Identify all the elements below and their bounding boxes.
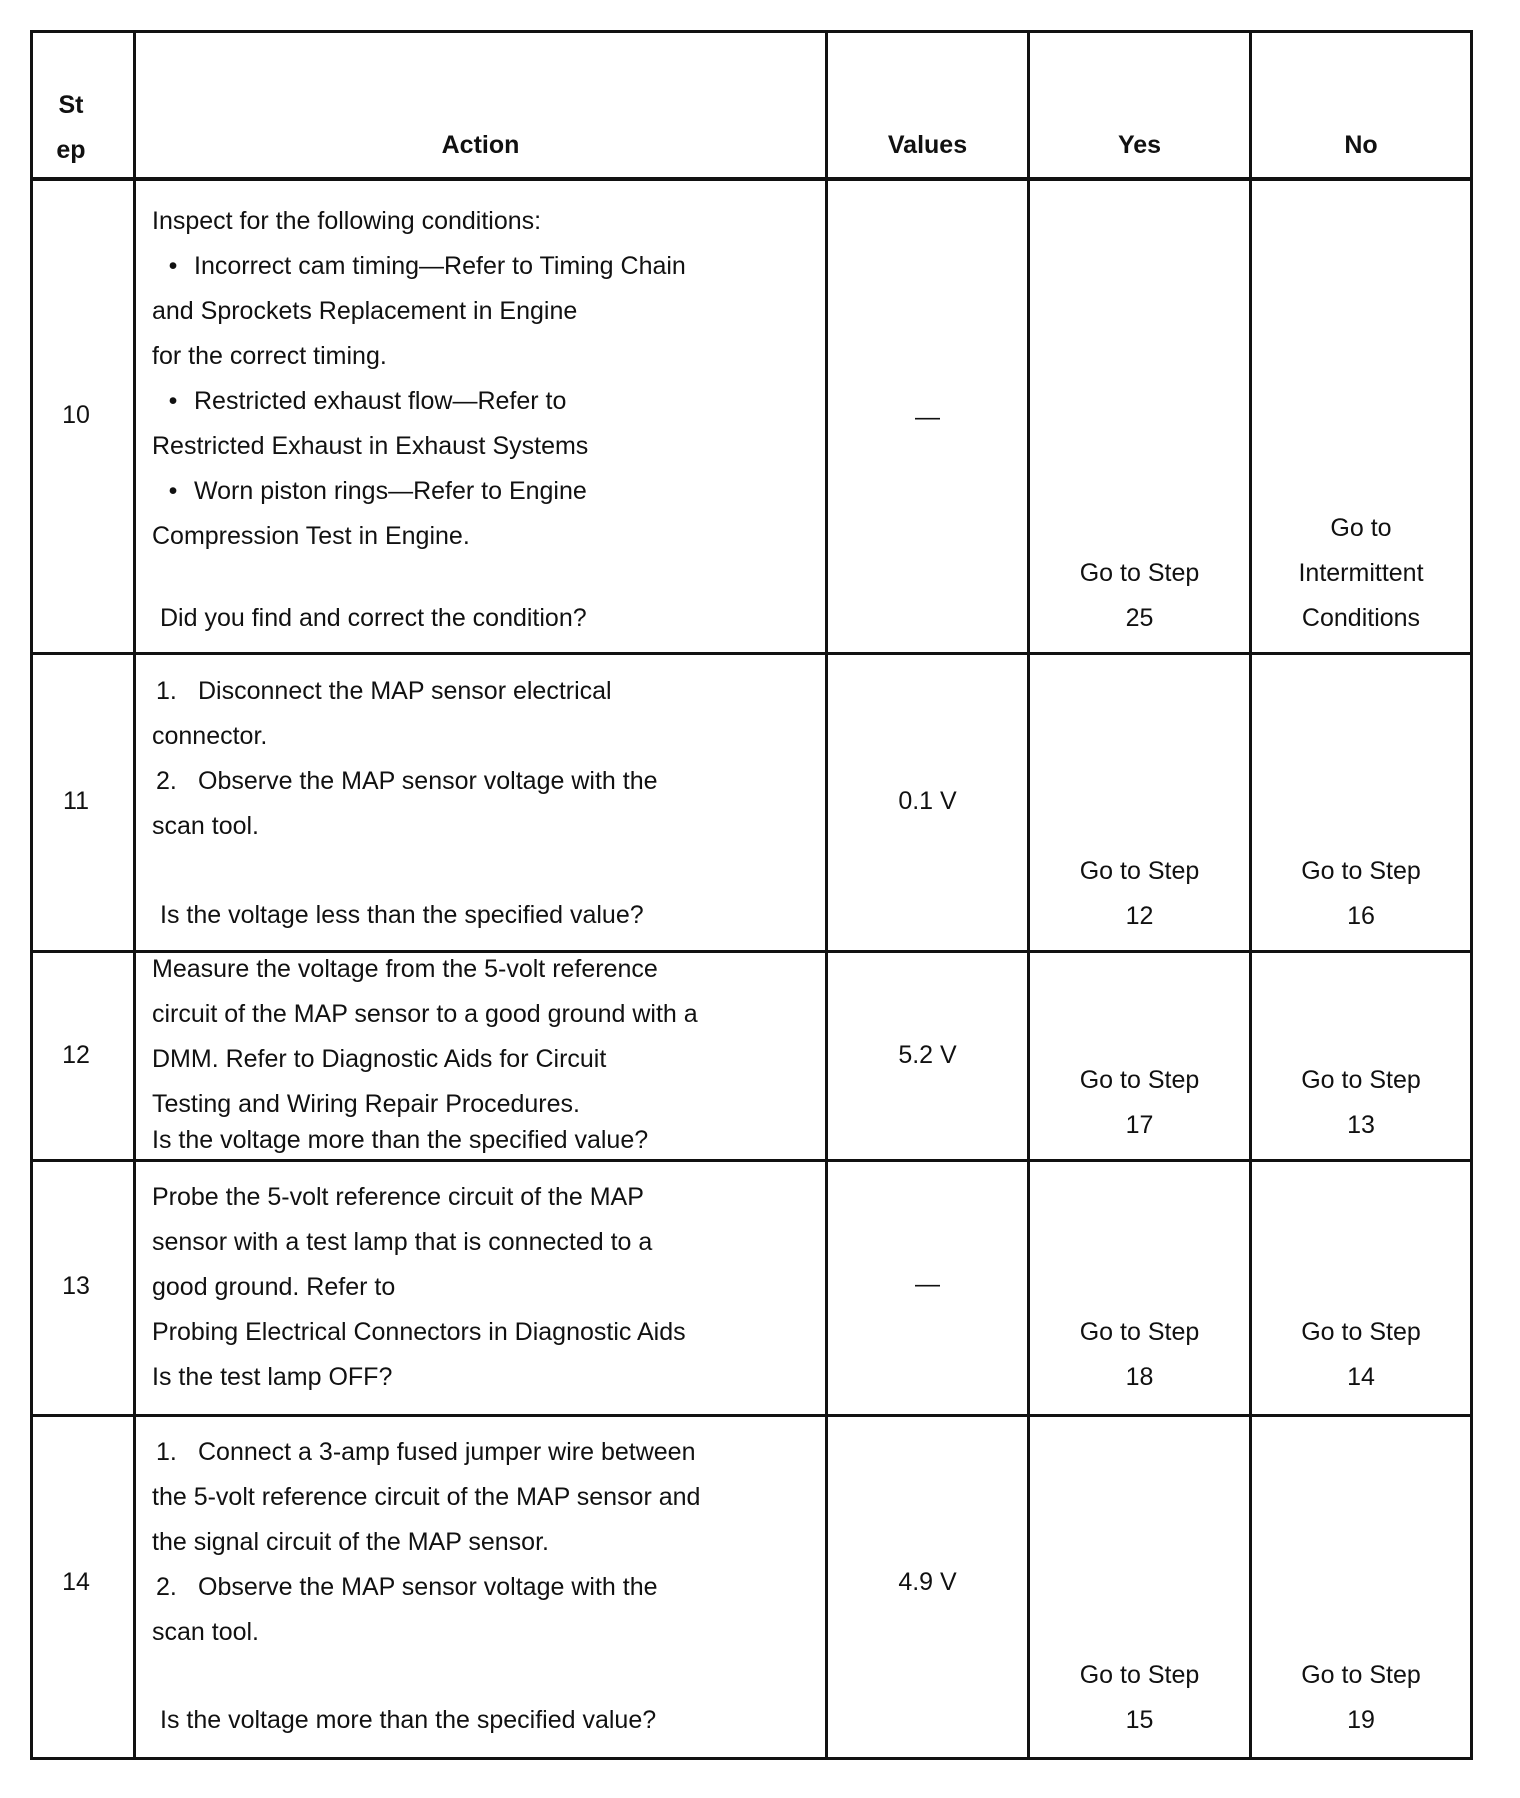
col-divider — [133, 33, 136, 1757]
action-text: 1. Connect a 3-amp fused jumper wire between the 5-volt reference circuit of the MAP sensor and the signal circuit of the MAP sensor. 2. Observe the MAP sensor voltage with the scan tool. — [152, 1438, 701, 1646]
bullet-icon: • — [168, 387, 178, 415]
no-result: Go to Step 16 — [1301, 857, 1421, 930]
header-values: Values — [887, 131, 968, 159]
header-step: St ep — [56, 91, 86, 164]
action-question: Is the voltage less than the specified value? — [160, 901, 644, 929]
yes-result: Go to Step 15 — [1079, 1661, 1200, 1734]
action-text: Probe the 5-volt reference circuit of the MAP sensor with a test lamp that is connected to a good ground. Refer to Probing Electrical Connectors in Diagnostic Aids Is the test lamp OFF? — [152, 1183, 686, 1391]
no-result: Go to Step 13 — [1301, 1066, 1421, 1139]
action-question: Did you find and correct the condition? — [160, 604, 587, 632]
header-yes: Yes — [1117, 131, 1162, 159]
yes-result: Go to Step 17 — [1079, 1066, 1200, 1139]
action-question: Is the voltage more than the specified value? — [160, 1706, 657, 1734]
no-result: Go to Step 14 — [1301, 1318, 1421, 1391]
step-number: 10 — [62, 401, 90, 429]
yes-result: Go to Step 18 — [1079, 1318, 1200, 1391]
spec-value: — — [915, 403, 940, 431]
step-number: 12 — [62, 1041, 90, 1069]
col-divider — [825, 33, 828, 1757]
step-number: 11 — [63, 787, 89, 815]
row-divider — [33, 652, 1470, 655]
diagnostic-table — [30, 30, 1473, 1760]
bullet-icon: • — [168, 477, 178, 505]
spec-value: 5.2 V — [898, 1041, 957, 1069]
header-no: No — [1344, 131, 1378, 159]
step-number: 14 — [62, 1568, 90, 1596]
action-text: Measure the voltage from the 5-volt reference circuit of the MAP sensor to a good ground with a DMM. Refer to Diagnostic Aids for Circuit Testing and Wiring Repair Procedures. — [152, 955, 698, 1118]
no-result: Go to Step 19 — [1301, 1661, 1421, 1734]
bullet-icon: • — [168, 252, 178, 280]
yes-result: Go to Step 25 — [1079, 559, 1200, 632]
action-text: Inspect for the following conditions: • Incorrect cam timing—Refer to Timing Chain and Sprockets Replacement in Engine for the correct timing. • Restricted exhaust flow—Refer to Restricted Exhaust in Exhaust Systems • Worn piston rings—Refer to Engine Compression Test in Engine. — [152, 207, 686, 550]
step-number: 13 — [62, 1272, 90, 1300]
row-divider — [33, 1414, 1470, 1417]
spec-value: — — [915, 1270, 940, 1298]
row-divider — [33, 177, 1470, 181]
yes-result: Go to Step 12 — [1079, 857, 1200, 930]
spec-value: 4.9 V — [898, 1568, 957, 1596]
spec-value: 0.1 V — [898, 787, 957, 815]
action-text: 1. Disconnect the MAP sensor electrical connector. 2. Observe the MAP sensor voltage with the scan tool. — [152, 677, 658, 840]
action-question: Is the voltage more than the specified value? — [152, 1126, 649, 1154]
header-action: Action — [441, 131, 520, 159]
no-result: Go to Intermittent Conditions — [1298, 514, 1424, 632]
